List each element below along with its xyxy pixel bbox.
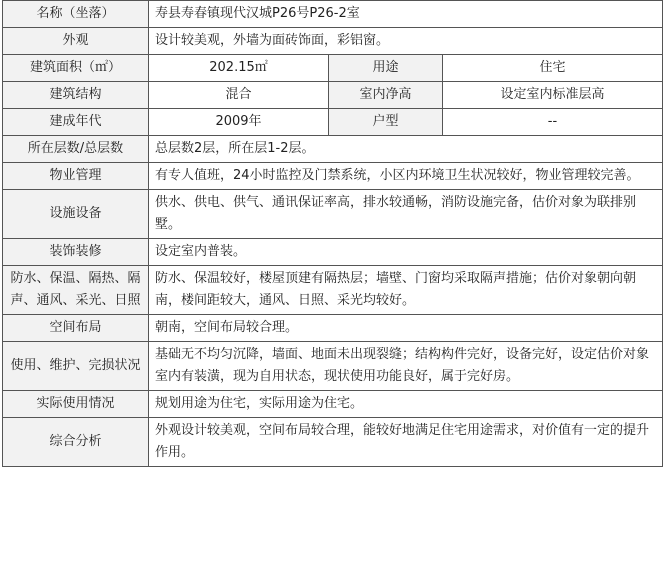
table-row [3,342,663,391]
row-label-property: 物业管理 [3,163,149,190]
row-value-protection: 防水、保温较好，楼屋顶建有隔热层；墙壁、门窗均采取隔声措施；估价对象朝向朝南，楼间距较大，通风、日照、采光均较好。 [149,266,663,315]
table-row [3,28,663,55]
table-row [3,1,663,28]
table-row [3,239,663,266]
row-value-layout: 朝南，空间布局较合理。 [149,315,663,342]
row-value-area: 202.15㎡ [149,55,329,82]
table-row [3,418,663,467]
row-value-unit-type: -- [443,109,663,136]
row-value-structure: 混合 [149,82,329,109]
row-label-area: 建筑面积（㎡） [3,55,149,82]
row-value-floors: 总层数2层，所在层1-2层。 [149,136,663,163]
table-row [3,109,663,136]
row-value-usage: 规划用途为住宅，实际用途为住宅。 [149,391,663,418]
row-value-appearance: 设计较美观，外墙为面砖饰面，彩铝窗。 [149,28,663,55]
table-row [3,82,663,109]
row-label-appearance: 外观 [3,28,149,55]
table-row [3,266,663,315]
row-value-decoration: 设定室内普装。 [149,239,663,266]
row-label-analysis: 综合分析 [3,418,149,467]
row-label-protection: 防水、保温、隔热、隔声、通风、采光、日照 [3,266,149,315]
row-value-year: 2009年 [149,109,329,136]
table-row [3,190,663,239]
row-label-usage: 实际使用情况 [3,391,149,418]
row-value-name: 寿县寿春镇现代汉城P26号P26-2室 [149,1,663,28]
row-value-property: 有专人值班，24小时监控及门禁系统，小区内环境卫生状况较好，物业管理较完善。 [149,163,663,190]
row-value-analysis: 外观设计较美观，空间布局较合理，能较好地满足住宅用途需求，对价值有一定的提升作用。 [149,418,663,467]
row-label-floors: 所在层数/总层数 [3,136,149,163]
row-label-name: 名称（坐落） [3,1,149,28]
table-row [3,391,663,418]
row-value-condition: 基础无不均匀沉降，墙面、地面未出现裂缝；结构构件完好，设备完好，设定估价对象室内有装潢，现为自用状态，现状使用功能良好，属于完好房。 [149,342,663,391]
row-label-unit-type: 户型 [329,109,443,136]
row-label-facilities: 设施设备 [3,190,149,239]
row-value-facilities: 供水、供电、供气、通讯保证率高，排水较通畅，消防设施完备，估价对象为联排别墅。 [149,190,663,239]
row-label-decoration: 装饰装修 [3,239,149,266]
row-label-condition: 使用、维护、完损状况 [3,342,149,391]
row-label-layout: 空间布局 [3,315,149,342]
row-label-structure: 建筑结构 [3,82,149,109]
row-label-year: 建成年代 [3,109,149,136]
property-description-table [2,0,663,467]
row-label-usage-type: 用途 [329,55,443,82]
row-label-ceiling-height: 室内净高 [329,82,443,109]
table-row [3,163,663,190]
row-value-usage-type: 住宅 [443,55,663,82]
table-row [3,55,663,82]
table-row [3,136,663,163]
row-value-ceiling-height: 设定室内标准层高 [443,82,663,109]
table-row [3,315,663,342]
